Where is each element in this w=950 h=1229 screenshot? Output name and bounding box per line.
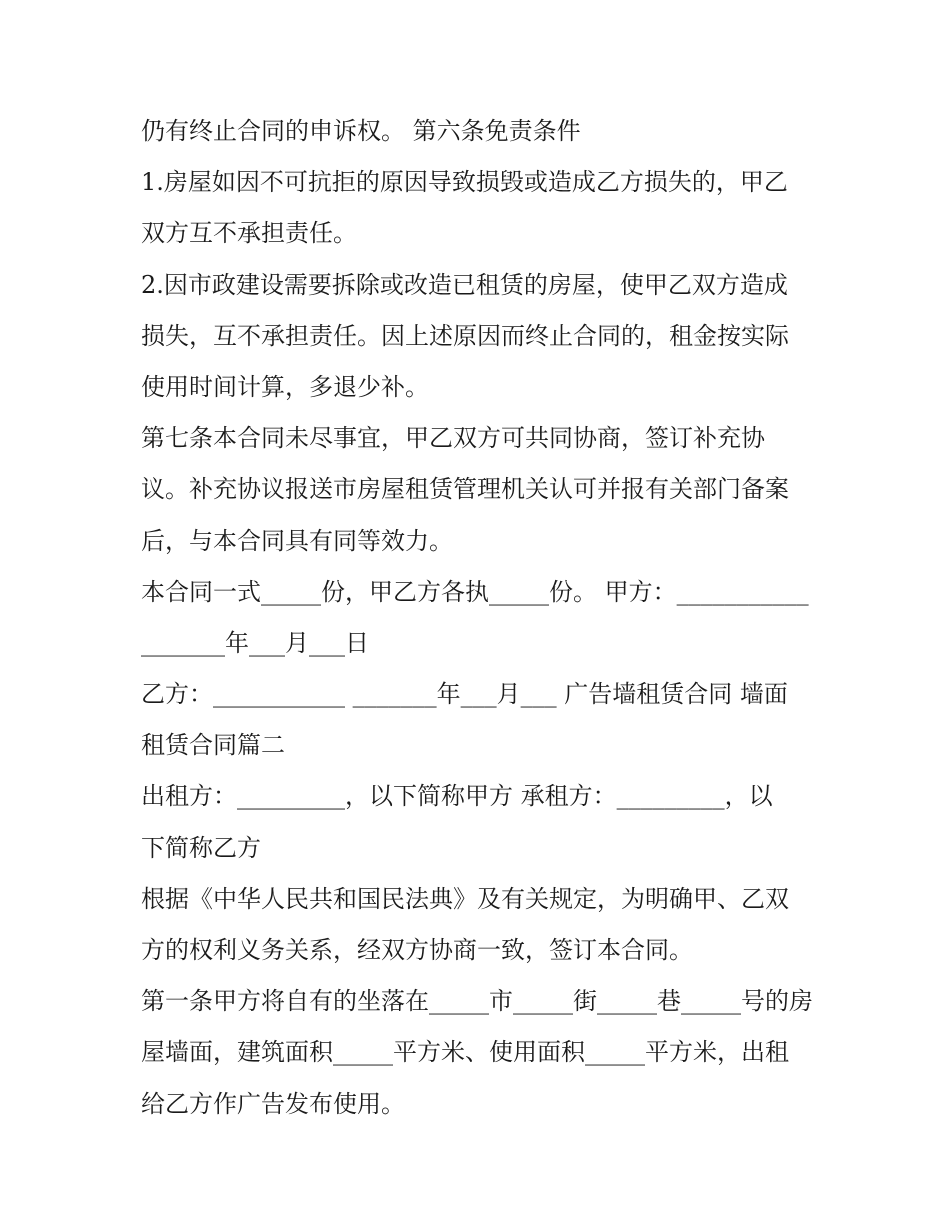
text-line-4: 2.因市政建设需要拆除或改造已租赁的房屋，使甲乙双方造成	[141, 270, 788, 299]
text-line-7: 第七条本合同未尽事宜，甲乙双方可共同协商，签订补充协	[141, 424, 765, 453]
text-line-13: 租赁合同篇二	[141, 731, 285, 760]
text-line-3: 双方互不承担责任。	[141, 219, 357, 248]
text-line-10: 本合同一式_____份，甲乙方各执_____份。 甲方：___________	[141, 577, 809, 606]
text-line-2: 1.房屋如因不可抗拒的原因导致损毁或造成乙方损失的，甲乙	[141, 168, 788, 197]
text-line-20: 给乙方作广告发布使用。	[141, 1089, 405, 1118]
document-body	[141, 106, 821, 1130]
text-line-8: 议。补充协议报送市房屋租赁管理机关认可并报有关部门备案	[141, 475, 789, 504]
text-line-1: 仍有终止合同的申诉权。 第六条免责条件	[141, 117, 581, 145]
text-line-14: 出租方：_________，以下简称甲方 承租方：_________，以	[141, 782, 773, 811]
text-line-18: 第一条甲方将自有的坐落在_____市_____街_____巷_____号的房	[141, 987, 813, 1016]
text-line-19: 屋墙面，建筑面积_____平方米、使用面积_____平方米，出租	[141, 1038, 789, 1067]
text-line-5: 损失，互不承担责任。因上述原因而终止合同的，租金按实际	[141, 321, 789, 350]
text-line-11: _______年___月___日	[141, 628, 369, 657]
text-line-15: 下简称乙方	[141, 833, 261, 862]
text-line-6: 使用时间计算，多退少补。	[141, 372, 429, 401]
text-line-16: 根据《中华人民共和国民法典》及有关规定，为明确甲、乙双	[141, 884, 789, 913]
text-line-9: 后，与本合同具有同等效力。	[141, 526, 453, 555]
text-line-17: 方的权利义务关系，经双方协商一致，签订本合同。	[141, 936, 693, 964]
text-line-12: 乙方：___________ _______年___月___ 广告墙租赁合同 墙面	[141, 680, 788, 709]
